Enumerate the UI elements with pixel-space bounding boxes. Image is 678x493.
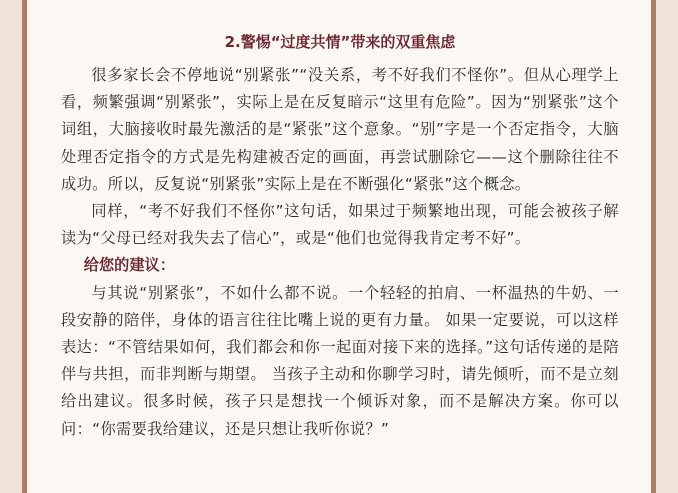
article-card — [27, 0, 651, 493]
section-heading: 2.警惕“过度共情”带来的双重焦虑 — [224, 33, 456, 51]
advice-heading: 给您的建议： — [83, 256, 175, 275]
paragraph-1: 很多家长会不停地说“别紧张”“没关系，考不好我们不怪你”。但从心理学上看，频繁强调“别紧张”，实际上是在反复暗示“这里有危险”。因为“别紧张”这个词组，大脑接收时最先激活的是“紧张”这个意象。“别”字是一个否定指令，大脑处理否定指令的方式是先构建被否定的画面，再尝试删除它——这个删除往往不成功。所以，反复说“别紧张”实际上是在不断强化“紧张”这个概念。 — [61, 66, 619, 193]
advice-paragraph: 与其说“别紧张”，不如什么都不说。一个轻轻的拍肩、一杯温热的牛奶、一段安静的陪伴，身体的语言往往比嘴上说的更有力量。 如果一定要说，可以这样表达：“不管结果如何，我们都会和你一起面对接下来的选择。”这句话传递的是陪伴与共担，而非判断与期望。 当孩子主动和你聊学习时，请先倾听，而不是立刻给出建议。很多时候，孩子只是想找一个倾诉对象，而不是解决方案。你可以问：“你需要我给建议，还是只想让我听你说？” — [61, 283, 619, 438]
right-border-line — [651, 0, 656, 493]
paragraph-2: 同样，“考不好我们不怪你”这句话，如果过于频繁地出现，可能会被孩子解读为“父母已经对我失去了信心”，或是“他们也觉得我肯定考不好”。 — [61, 202, 619, 248]
